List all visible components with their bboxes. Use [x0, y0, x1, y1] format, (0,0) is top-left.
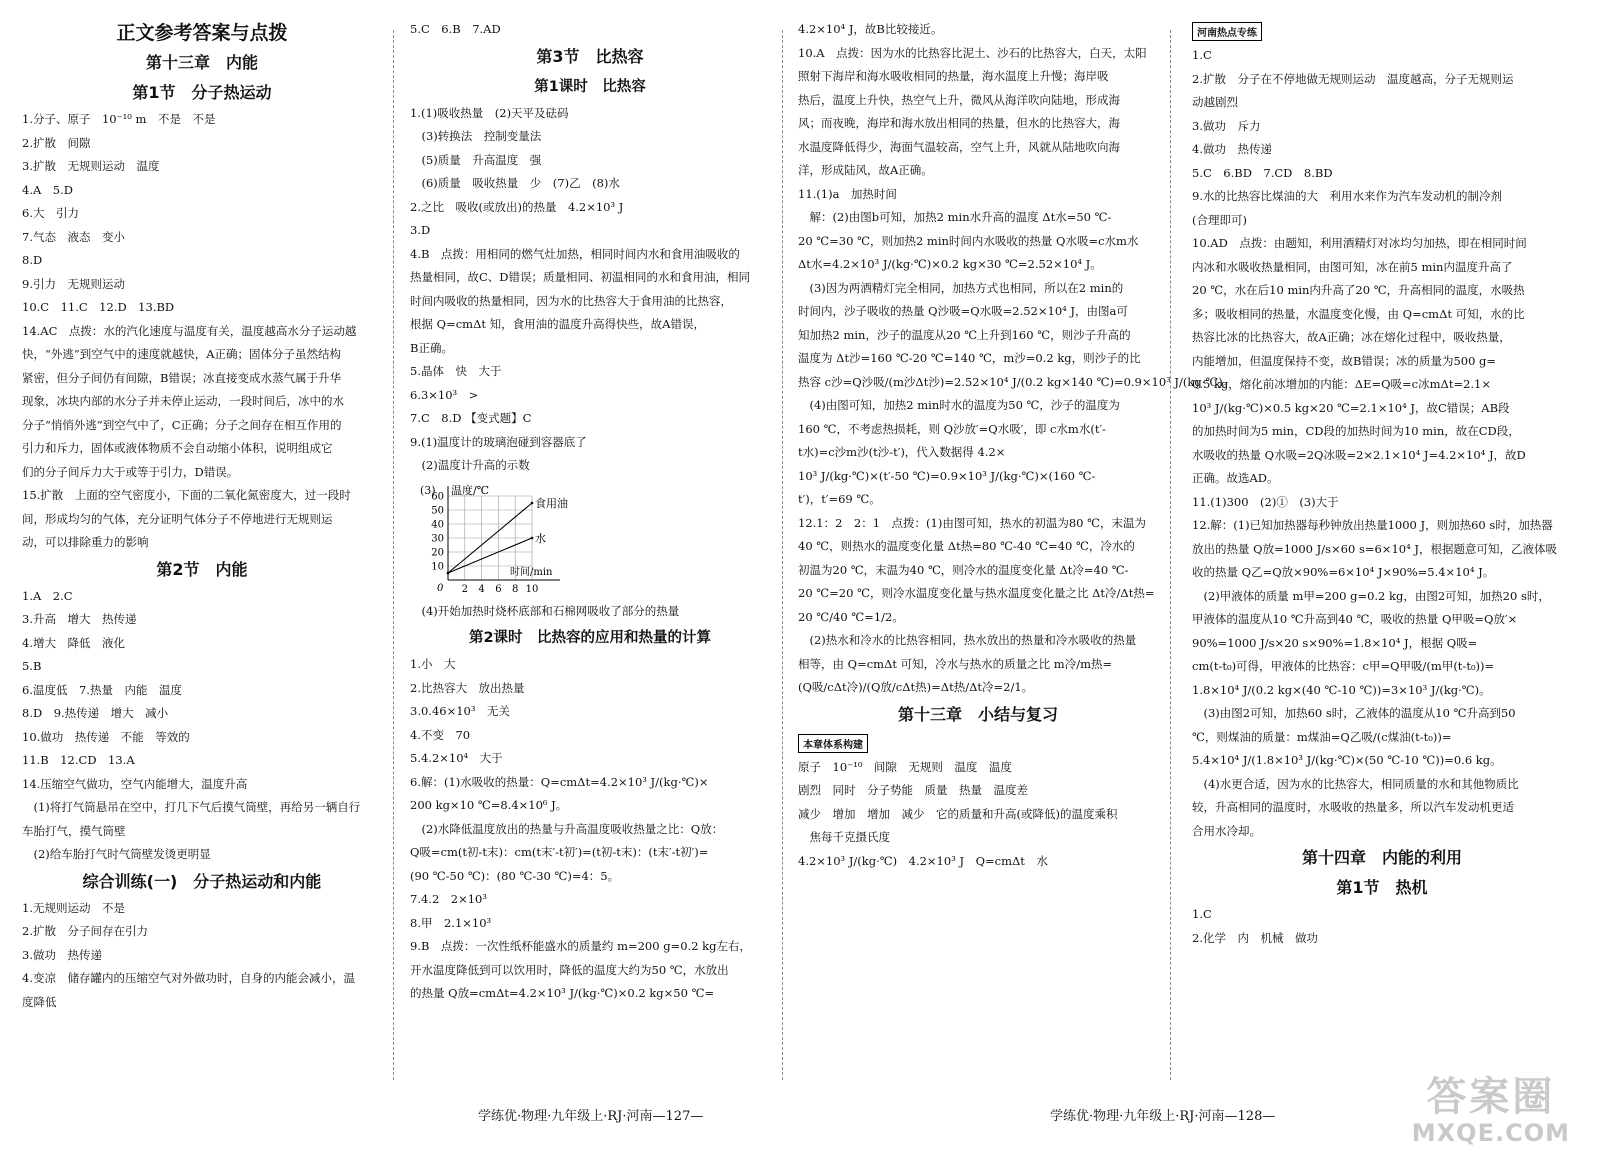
- column-4: [1192, 18, 1572, 1088]
- boxed-heading-row: [1192, 18, 1572, 44]
- answer-line: 8.D 9.热传递 增大 减小: [22, 706, 169, 720]
- answer-line: (4)由图可知，加热2 min时水的温度为50 ℃，沙子的温度为: [798, 398, 1120, 412]
- section-title: 第2节 内能: [156, 559, 248, 579]
- answer-line: 1.(1)吸收热量 (2)天平及砝码: [410, 105, 569, 120]
- answer-line: 热量相同，故C、D错误；质量相同、初温相同的水和食用油，相同: [410, 270, 751, 284]
- answer-line: 动，可以排除重力的影响: [22, 535, 149, 549]
- answer-line: 热容 c沙=Q沙吸/(m沙Δt沙)=2.52×10⁴ J/(0.2 kg×140 ℃)=0.9×10³ J/(kg·℃)。: [798, 374, 1235, 389]
- chart-x-label: 时间/min: [510, 566, 553, 578]
- answer-line: 10.AD 点拨：由题知，利用酒精灯对冰均匀加热，即在相同时间: [1192, 236, 1527, 250]
- answer-line: 5.C 6.B 7.AD: [410, 22, 501, 36]
- section-title: 综合训练(一) 分子热运动和内能: [82, 871, 322, 891]
- answer-line: 20 ℃，水在后10 min内升高了20 ℃，升高相同的温度，水吸热: [1192, 283, 1525, 297]
- answer-line: (合理即可): [1192, 212, 1247, 227]
- answer-line: 的加热时间为5 min，CD段的加热时间为10 min，故在CD段，: [1192, 424, 1520, 438]
- answer-line: 车胎打气，摸气筒壁: [22, 823, 126, 838]
- answer-line: (2)给车胎打气时气筒壁发烫更明显: [22, 847, 211, 861]
- answer-line: 焦每千克摄氏度: [798, 830, 890, 844]
- answer-line: 5.4.2×10⁴ 大于: [410, 751, 503, 765]
- answer-line: (5)质量 升高温度 强: [410, 152, 542, 167]
- answer-line: 度降低: [22, 994, 57, 1009]
- answer-line: 1.C: [1192, 48, 1212, 62]
- answer-line: 水温度降低得少，海面气温较高，空气上升，风就从陆地吹向海: [798, 139, 1120, 154]
- answer-line: 10³ J/(kg·℃)×0.5 kg×20 ℃=2.1×10⁴ J，故C错误；AB段: [1192, 400, 1510, 415]
- answer-line: (2)温度计升高的示数: [410, 458, 530, 472]
- temperature-time-chart: [410, 478, 630, 600]
- answer-line: 5.B: [22, 659, 42, 673]
- answer-line: 甲液体的温度从10 ℃升高到40 ℃，吸收的热量 Q甲吸=Q放′×: [1192, 612, 1518, 626]
- answer-line: 温度为 Δt沙=160 ℃-20 ℃=140 ℃，m沙=0.2 kg，则沙子的比: [798, 351, 1141, 365]
- answer-line: (3)因为两酒精灯完全相同，加热方式也相同，所以在2 min的: [798, 280, 1124, 295]
- answer-line: 2.扩散 间隙: [22, 135, 91, 150]
- chart-tick-label: 10: [431, 561, 444, 572]
- answer-line: 相等，由 Q=cmΔt 可知，冷水与热水的质量之比 m冷/m热=: [798, 656, 1113, 671]
- answer-line: (90 ℃-50 ℃)：(80 ℃-30 ℃)=4：5。: [410, 868, 620, 883]
- answer-line: (6)质量 吸收热量 少 (7)乙 (8)水: [410, 176, 620, 190]
- chart-y-label: 温度/℃: [451, 483, 490, 497]
- page-footer-left: 学练优·物理·九年级上·RJ·河南—127—: [478, 1109, 704, 1124]
- section-title: 第十三章 内能: [145, 53, 258, 72]
- chart-data-point: [531, 501, 534, 504]
- watermark-url: MXQE.COM: [1411, 1119, 1570, 1147]
- boxed-heading: 本章体系构建: [798, 734, 868, 753]
- answer-line: (Q吸/cΔt冷)/(Q放/cΔt热)=Δt热/Δt冷=2/1。: [798, 680, 1034, 694]
- answer-line: 9.(1)温度计的玻璃泡碰到容器底了: [410, 434, 587, 449]
- answer-line: 照射下海岸和海水吸收相同的热量，海水温度上升慢；海岸吸: [798, 69, 1109, 83]
- answer-line: 2.扩散 分子间存在引力: [22, 924, 148, 938]
- answer-line: 解：(2)由图b可知，加热2 min水升高的温度 Δt水=50 ℃-: [798, 210, 1112, 224]
- answer-line: 4.不变 70: [410, 727, 471, 742]
- watermark: [1412, 1075, 1570, 1147]
- answer-line: 内冰和水吸收热量相同，由图可知，冰在前5 min内温度升高了: [1192, 259, 1513, 274]
- answer-line: 14.压缩空气做功，空气内能增大，温度升高: [22, 776, 248, 791]
- answer-line: 紧密，但分子间仍有间隙，B错误；冰直接变成水蒸气属于升华: [22, 370, 341, 385]
- answer-line: 时间内，沙子吸收的热量 Q沙吸=Q水吸=2.52×10⁴ J，由图a可: [798, 304, 1128, 318]
- answer-line: 2.扩散 分子在不停地做无规则运动 温度越高，分子无规则运: [1192, 71, 1514, 86]
- answer-line: 现象，冰块内部的水分子并未停止运动，一段时间后，冰中的水: [22, 394, 344, 408]
- column-divider: [393, 30, 394, 1080]
- answer-line: 11.(1)a 加热时间: [798, 186, 897, 201]
- chart-data-point: [447, 571, 450, 574]
- answer-line: 2.化学 内 机械 做功: [1192, 930, 1318, 945]
- chart-data-point: [531, 536, 534, 539]
- section-title: 第1节 分子热运动: [132, 83, 272, 102]
- answer-line: 20 ℃/40 ℃=1/2。: [798, 609, 904, 624]
- answer-line: 10³ J/(kg·℃)×(t′-50 ℃)=0.9×10³ J/(kg·℃)×(160 ℃-: [798, 468, 1096, 483]
- answer-line: 内能增加，但温度保持不变，故B错误；冰的质量为500 g=: [1192, 353, 1497, 368]
- section-title: 第2课时 比热容的应用和热量的计算: [468, 630, 712, 646]
- answer-line: Q吸=cm(t初-t末)：cm(t末′-t初′)=(t初-t末)：(t末′-t初′)=: [410, 845, 709, 859]
- boxed-heading-row: [798, 730, 1158, 756]
- answer-line: (1)将打气筒悬吊在空中，打几下气后摸气筒壁，再给另一辆自行: [22, 800, 361, 814]
- answer-line: 160 ℃，不考虑热损耗，则 Q沙放′=Q水吸′，即 c水m水(t′-: [798, 421, 1106, 436]
- answer-line: 水吸收的热量 Q水吸=2Q冰吸=2×2.1×10⁴ J=4.2×10⁴ J，故D: [1192, 447, 1526, 462]
- answer-line: 200 kg×10 ℃=8.4×10⁶ J。: [410, 798, 568, 812]
- answer-line: 间，形成均匀的气体，充分证明气体分子不停地进行无规则运: [22, 511, 333, 526]
- answer-line: 多；吸收相同的热量，水温度变化慢，由 Q=cmΔt 可知，水的比: [1192, 306, 1525, 321]
- chart-tick-label: 4: [478, 583, 485, 595]
- answer-line: (2)热水和冷水的比热容相同，热水放出的热量和冷水吸收的热量: [798, 633, 1137, 647]
- answer-line: 3.做功 热传递: [22, 947, 102, 962]
- answer-line: 1.无规则运动 不是: [22, 900, 125, 915]
- section-title: 第十三章 小结与复习: [897, 704, 1058, 724]
- answer-line: 20 ℃=20 ℃，则冷水温度变化量与热水温度变化量之比 Δt冷/Δt热=: [798, 586, 1155, 600]
- answer-line: (3)转换法 控制变量法: [410, 129, 542, 143]
- answer-line: 90%=1000 J/s×20 s×90%=1.8×10⁴ J，根据 Q吸=: [1192, 635, 1478, 650]
- watermark-logo: 答案圈: [1426, 1074, 1556, 1120]
- answer-line: 1.小 大: [410, 657, 456, 671]
- answer-line: 3.0.46×10³ 无关: [410, 704, 510, 718]
- answer-line: 根据 Q=cmΔt 知，食用油的温度升高得快些，故A错误，: [410, 317, 705, 331]
- answer-line: 11.B 12.CD 13.A: [22, 753, 135, 767]
- answer-line: 4.B 点拨：用相同的燃气灶加热，相同时间内水和食用油吸收的: [410, 246, 740, 261]
- answer-line: (3)由图2可知，加热60 s时，乙液体的温度从10 ℃升高到50: [1192, 706, 1516, 720]
- answer-line: 6.温度低 7.热量 内能 温度: [22, 682, 182, 697]
- answer-line: 收的热量 Q乙=Q放×90%=6×10⁴ J×90%=5.4×10⁴ J。: [1192, 565, 1495, 579]
- chart-tick-label: 10: [525, 583, 539, 595]
- page-footer-right: 学练优·物理·九年级上·RJ·河南—128—: [1050, 1109, 1276, 1124]
- answer-line: 20 ℃=30 ℃，则加热2 min时间内水吸收的热量 Q水吸=c水m水: [798, 233, 1139, 248]
- answer-line: 2.比热容大 放出热量: [410, 680, 525, 695]
- answer-line: 11.(1)300 (2)① (3)大于: [1192, 494, 1339, 509]
- answer-line: 8.D: [22, 253, 43, 267]
- chart-tick-label: 30: [431, 533, 444, 544]
- answer-line: 1.8×10⁴ J/(0.2 kg×(40 ℃-10 ℃))=3×10³ J/(kg·℃)。: [1192, 682, 1491, 697]
- answer-line: 1.分子、原子 10⁻¹⁰ m 不是 不是: [22, 112, 216, 126]
- chart-tick-label: 20: [431, 547, 444, 558]
- answer-line: 4.做功 热传递: [1192, 142, 1272, 156]
- answer-line: 5.晶体 快 大于: [410, 364, 502, 378]
- column-2: [410, 18, 770, 1088]
- answer-line: 风；而夜晚，海岸和海水放出相同的热量，但水的比热容大，海: [798, 116, 1120, 130]
- answer-line: 3.扩散 无规则运动 温度: [22, 159, 160, 173]
- answer-line: Δt水=4.2×10³ J/(kg·℃)×0.2 kg×30 ℃=2.52×10⁴ J。: [798, 257, 1102, 271]
- chart-tick-label: 40: [431, 519, 444, 530]
- answer-line: 剧烈 同时 分子势能 质量 热量 温度差: [798, 783, 1028, 797]
- answer-line: 10.A 点拨：因为水的比热容比泥土、沙石的比热容大，白天，太阳: [798, 45, 1147, 60]
- column-divider: [782, 30, 783, 1080]
- answer-line: 们的分子间斥力大于或等于引力，D错误。: [22, 464, 239, 479]
- answer-line: t水)=c沙m沙(t沙-t′)，代入数据得 4.2×: [798, 445, 1006, 459]
- answer-line: (2)水降低温度放出的热量与升高温度吸收热量之比：Q放：: [410, 821, 724, 836]
- answer-line: 1.C: [1192, 907, 1212, 921]
- answer-line: 7.气态 液态 变小: [22, 229, 125, 244]
- answer-line: 9.引力 无规则运动: [22, 276, 125, 291]
- answer-line: (4)开始加热时烧杯底部和石棉网吸收了部分的热量: [410, 603, 680, 618]
- answer-line: cm(t-t₀)可得，甲液体的比热容：c甲=Q甲吸/(m甲(t-t₀))=: [1192, 659, 1495, 673]
- section-title: 第3节 比热容: [536, 46, 644, 66]
- answer-line: 10.C 11.C 12.D 13.BD: [22, 300, 175, 314]
- chart-question-number: (3): [420, 483, 436, 497]
- answer-line: (4)水更合适，因为水的比热容大，相同质量的水和其他物质比: [1192, 776, 1519, 791]
- chart-tick-label: 8: [512, 583, 519, 595]
- answer-line: 14.AC 点拨：水的汽化速度与温度有关，温度越高水分子运动越: [22, 323, 357, 338]
- answer-line: B正确。: [410, 340, 453, 355]
- chart-series-label: 水: [535, 531, 546, 545]
- answer-line: 引力和斥力，固体或液体物质不会自动缩小体积，说明组成它: [22, 441, 333, 455]
- answer-line: 4.2×10⁴ J，故B比较接近。: [798, 22, 943, 36]
- answer-line: 的热量 Q放=cmΔt=4.2×10³ J/(kg·℃)×0.2 kg×50 ℃=: [410, 986, 715, 1000]
- section-title: 第1节 热机: [1336, 878, 1428, 897]
- answer-line: t′)，t′=69 ℃。: [798, 492, 881, 506]
- answer-line: 8.甲 2.1×10³: [410, 915, 492, 930]
- answer-line: 1.A 2.C: [22, 588, 73, 603]
- chart-tick-label: 2: [461, 583, 468, 595]
- answer-line: 减少 增加 增加 减少 它的质量和升高(或降低)的温度乘积: [798, 806, 1118, 821]
- answer-line: 较，升高相同的温度时，水吸收的热量多，所以汽车发动机更适: [1192, 800, 1514, 814]
- column-1: [22, 18, 382, 1088]
- answer-line: 动越剧烈: [1192, 95, 1238, 109]
- chart-tick-label: 60: [431, 491, 444, 502]
- answer-line: 15.扩散 上面的空气密度小，下面的二氧化氮密度大，过一段时: [22, 488, 351, 502]
- answer-line: 10.做功 热传递 不能 等效的: [22, 729, 190, 744]
- answer-line: 分子“悄悄外逃”到空气中了，C正确；分子之间存在相互作用的: [22, 417, 342, 432]
- section-title: 第十四章 内能的利用: [1301, 848, 1462, 867]
- answer-line: 合用水冷却。: [1192, 823, 1261, 838]
- answer-line: 原子 10⁻¹⁰ 间隙 无规则 温度 温度: [798, 759, 1012, 774]
- answer-line: 7.4.2 2×10³: [410, 892, 487, 906]
- answer-line: 12.1：2 2：1 点拨：(1)由图可知，热水的初温为80 ℃，末温为: [798, 515, 1146, 530]
- answer-line: 40 ℃，则热水的温度变化量 Δt热=80 ℃-40 ℃=40 ℃，冷水的: [798, 539, 1135, 553]
- answer-line: 热容比冰的比热容大，故A正确；冰在熔化过程中，吸收热量，: [1192, 330, 1511, 344]
- answer-line: 6.3×10³ >: [410, 387, 479, 402]
- answer-line: 9.B 点拨：一次性纸杯能盛水的质量约 m=200 g=0.2 kg左右，: [410, 939, 751, 953]
- chart-container: [410, 478, 630, 600]
- answer-line: 12.解：(1)已知加热器每秒钟放出热量1000 J，则加热60 s时，加热器: [1192, 518, 1553, 532]
- answer-line: 4.A 5.D: [22, 182, 73, 197]
- answer-line: 快，“外逃”到空气中的速度就越快，A正确；固体分子虽然结构: [22, 347, 342, 361]
- answer-line: 热后，温度上升快，热空气上升，微风从海洋吹向陆地，形成海: [798, 92, 1120, 107]
- answer-line: 放出的热量 Q放=1000 J/s×60 s=6×10⁴ J，根据题意可知，乙液体吸: [1192, 541, 1557, 556]
- answer-line: 2.之比 吸收(或放出)的热量 4.2×10³ J: [410, 199, 624, 214]
- answer-line: 时间内吸收的热量相同，因为水的比热容大于食用油的比热容，: [410, 293, 732, 308]
- answer-line: 知加热2 min，沙子的温度从20 ℃上升到160 ℃，则沙子升高的: [798, 327, 1131, 342]
- answer-line: 5.C 6.BD 7.CD 8.BD: [1192, 165, 1333, 180]
- answer-line: 初温为20 ℃，末温为40 ℃，则冷水的温度变化量 Δt冷=40 ℃-: [798, 562, 1129, 577]
- answer-line: 6.大 引力: [22, 206, 79, 220]
- answer-line: 开水温度降低到可以饮用时，降低的温度大约为50 ℃，水放出: [410, 962, 729, 977]
- answer-line: 洋，形成陆风，故A正确。: [798, 163, 933, 177]
- answer-line: 0.5 kg，熔化前冰增加的内能：ΔE=Q吸=c冰mΔt=2.1×: [1192, 377, 1492, 391]
- answer-line: 正确。故选AD。: [1192, 471, 1279, 485]
- chart-tick-label: 6: [495, 583, 502, 595]
- boxed-heading: 河南热点专练: [1192, 22, 1262, 41]
- section-title: 正文参考答案与点拨: [116, 22, 288, 44]
- answer-line: 4.2×10³ J/(kg·℃) 4.2×10³ J Q=cmΔt 水: [798, 853, 1048, 868]
- answer-line: 4.变凉 储存罐内的压缩空气对外做功时，自身的内能会减小，温: [22, 971, 355, 985]
- answer-line: 5.4×10⁴ J/(1.8×10³ J/(kg·℃)×(50 ℃-10 ℃))=0.6 kg。: [1192, 753, 1502, 767]
- answer-line: 3.升高 增大 热传递: [22, 612, 137, 626]
- answer-line: 7.C 8.D 【变式题】C: [410, 411, 532, 425]
- chart-tick-label: 50: [431, 505, 444, 516]
- answer-line: (2)甲液体的质量 m甲=200 g=0.2 kg，由图2可知，加热20 s时，: [1192, 588, 1550, 603]
- section-title: 第1课时 比热容: [534, 78, 646, 95]
- answer-line: ℃，则煤油的质量：m煤油=Q乙吸/(c煤油(t-t₀))=: [1192, 729, 1452, 744]
- answer-line: 3.做功 斥力: [1192, 118, 1261, 133]
- answer-line: 3.D: [410, 223, 431, 237]
- answer-line: 4.增大 降低 液化: [22, 635, 125, 650]
- column-divider: [1170, 30, 1171, 1080]
- chart-tick-label: 0: [437, 582, 444, 594]
- chart-series-label: 食用油: [535, 496, 568, 510]
- answer-line: 6.解：(1)水吸收的热量：Q=cmΔt=4.2×10³ J/(kg·℃)×: [410, 774, 709, 789]
- answer-line: 9.水的比热容比煤油的大 利用水来作为汽车发动机的制冷剂: [1192, 189, 1502, 203]
